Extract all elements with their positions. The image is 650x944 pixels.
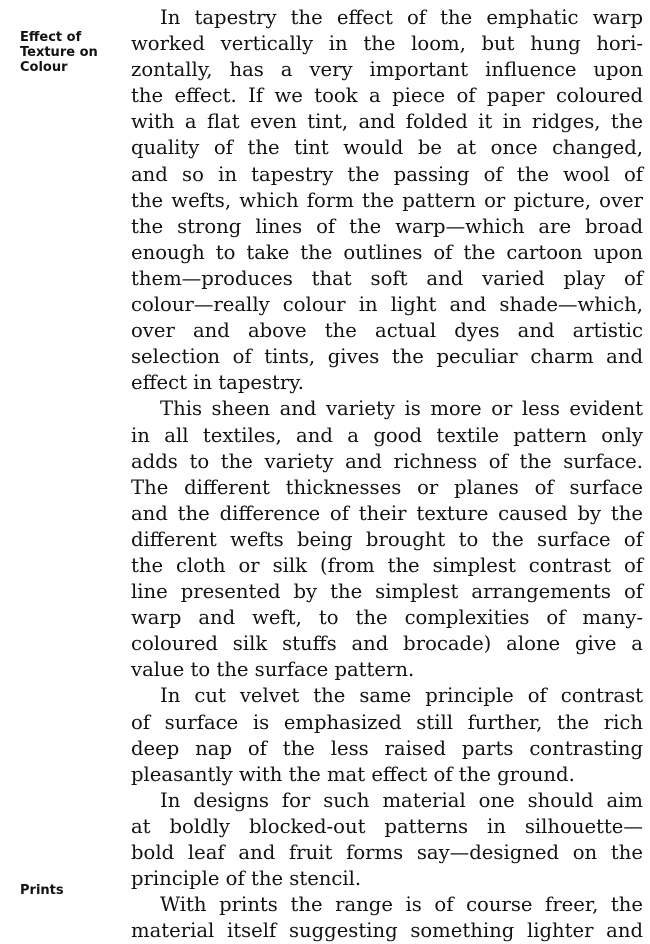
- text-line: line presented by the simplest arrangements of: [131, 580, 643, 604]
- text-line: value to the surface pattern.: [131, 658, 415, 682]
- text-line: deep nap of the less raised parts contrasting: [131, 736, 643, 760]
- text-line: the strong lines of the warp—which are broad: [131, 214, 643, 238]
- text-line: the wefts, which form the pattern or picture, over: [131, 188, 643, 212]
- text-line: With prints the range is of course freer, the: [160, 893, 643, 917]
- text-line: material itself suggesting something lighter and: [131, 919, 643, 943]
- text-line: colour—really colour in light and shade—which,: [131, 293, 643, 317]
- text-line: worked vertically in the loom, but hung hori-: [131, 32, 643, 56]
- text-line: enough to take the outlines of the cartoon upon: [131, 240, 643, 264]
- text-line: quality of the tint would be at once changed,: [131, 136, 643, 160]
- text-line: bold leaf and fruit forms say—designed on the: [131, 841, 643, 864]
- text-line: The different thicknesses or planes of surface: [131, 475, 643, 499]
- sidenote-line: Prints: [20, 883, 64, 898]
- text-line: In tapestry the effect of the emphatic warp: [160, 6, 643, 29]
- text-line: coloured silk stuffs and brocade) alone give a: [131, 632, 643, 656]
- text-line: of surface is emphasized still further, the rich: [131, 710, 643, 734]
- text-line: them—produces that soft and varied play of: [131, 266, 643, 290]
- text-line: pleasantly with the mat effect of the ground.: [131, 762, 575, 786]
- sidenote-prints: [20, 883, 64, 898]
- sidenote-line: Texture on: [20, 45, 98, 60]
- text-line: different wefts being brought to the surface of: [131, 527, 643, 551]
- text-line: at boldly blocked-out patterns in silhouette—: [131, 814, 643, 838]
- text-line: the effect. If we took a piece of paper coloured: [131, 84, 643, 108]
- text-line: zontally, has a very important influence upon: [131, 58, 643, 82]
- body-text: [131, 5, 643, 944]
- text-line: principle of the stencil.: [131, 867, 362, 891]
- text-line: In designs for such material one should aim: [160, 788, 643, 812]
- text-line: over and above the actual dyes and artistic: [131, 319, 643, 343]
- text-line: In cut velvet the same principle of contrast: [160, 684, 643, 708]
- text-line: This sheen and variety is more or less evident: [160, 397, 643, 421]
- text-line: and so in tapestry the passing of the wool of: [131, 162, 643, 186]
- text-line: effect in tapestry.: [131, 371, 304, 395]
- text-line: and the difference of their texture caused by the: [131, 501, 643, 525]
- text-line: the cloth or silk (from the simplest contrast of: [131, 553, 643, 577]
- text-line: warp and weft, to the complexities of many-: [131, 606, 643, 630]
- text-line: selection of tints, gives the peculiar charm and: [131, 345, 643, 369]
- sidenote-texture-colour: [20, 30, 98, 75]
- text-line: with a flat even tint, and folded it in ridges, the: [131, 110, 643, 134]
- sidenote-line: Colour: [20, 60, 68, 75]
- sidenote-line: Effect of: [20, 30, 82, 45]
- text-line: in all textiles, and a good textile pattern only: [131, 423, 643, 447]
- text-line: adds to the variety and richness of the surface.: [131, 449, 643, 473]
